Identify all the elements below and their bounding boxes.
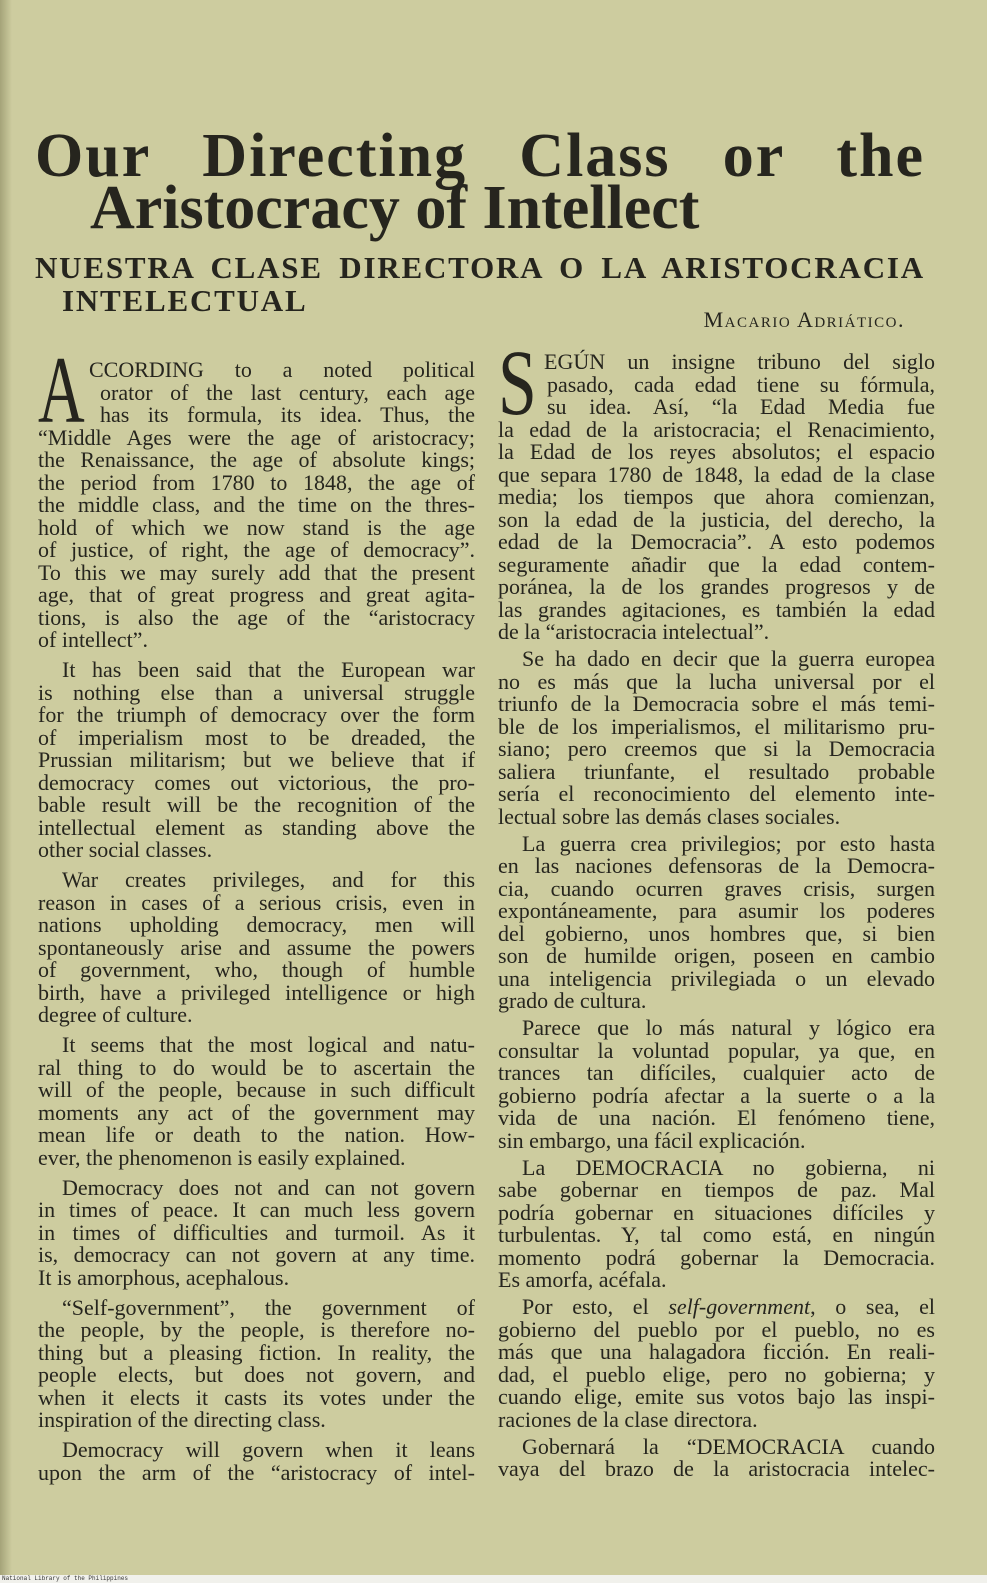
text-line: age, that of great progress and great agita- [38,582,475,607]
text-line: dad, el pueblo elige, pero no gobierna; y [498,1361,935,1387]
text-line: thing but a pleasing fiction. In reality, the [38,1339,475,1365]
text-line: de la “aristocracia intelectual”. [498,619,770,644]
text-line: seguramente añadir que la edad contem- [498,551,935,577]
text-line: “Middle Ages were the age of aristocracy; [38,424,475,450]
text-line: the Renaissance, the age of absolute kings; [38,447,475,472]
text-line: will of the people, because in such difficult [38,1077,475,1102]
text-line: “Self-government”, the government of [62,1294,475,1320]
text-line: ever, the phenomenon is easily explained. [38,1144,406,1170]
text-line: democracy comes out victorious, the pro- [38,769,475,795]
paragraph [498,1433,935,1481]
text-line: del gobierno, unos hombres que, si bien [498,920,935,946]
paragraph [38,1439,475,1484]
text-line: la Edad de los reyes absolutos; el espacio [498,439,935,464]
text-line: It is amorphous, acephalous. [38,1264,290,1290]
text-line: raciones de la clase directora. [498,1406,758,1432]
text-line: más que una halagadora ficción. En reali- [498,1339,935,1364]
paragraph [498,351,935,644]
text-line: of intellect”. [38,627,148,652]
text-line: for the triumph of democracy over the form [38,702,475,727]
text-line: spontaneously arise and assume the powers [38,934,475,960]
article-title-line-2: Aristocracy of Intellect [90,174,700,242]
text-line: la edad de la aristocracia; el Renacimiento, [498,416,935,442]
text-line: people elects, but does not govern, and [38,1362,475,1387]
text-line: son de humilde origen, poseen en cambio [498,943,935,968]
text-line: of imperialism most to be dreaded, the [38,724,475,750]
text-line: turbulentas. Y, tal como está, en ningún [498,1222,935,1247]
scan-edge-shadow [0,0,12,1575]
text-line: hold of which we now stand is the age [38,514,475,540]
text-line: sabe gobernar en tiempos de paz. Mal [498,1177,935,1202]
article-title-line-1: Our Directing Class or the [35,122,925,190]
text-line: Parece que lo más natural y lógico era [522,1015,935,1040]
text-line: CCORDING to a noted political [89,357,475,382]
text-line: other social classes. [38,837,213,862]
text-line: bable result will be the recognition of the [38,792,475,817]
text-line: upon the arm of the “aristocracy of intel- [38,1459,475,1485]
text-line: degree of culture. [38,1002,193,1027]
paragraph [498,1296,935,1431]
text-line: is, democracy can not govern at any time. [38,1242,475,1267]
text-line: inspiration of the directing class. [38,1407,326,1432]
text-line: nations upholding democracy, men will [38,912,475,937]
text-line: las grandes agitaciones, es también la edad [498,596,935,622]
text-line: is nothing else than a universal struggle [38,679,475,705]
text-line: La DEMOCRACIA no gobierna, ni [522,1154,935,1180]
text-line: podría gobernar en situaciones difíciles y [498,1199,935,1225]
text-line: when it elects it casts its votes under the [38,1384,475,1410]
drop-cap: S [498,332,537,435]
text-line: Es amorfa, acéfala. [498,1267,667,1292]
text-line: the people, by the people, is therefore no- [38,1317,475,1342]
text-line: EGÚN un insigne tribuno del siglo [544,349,935,374]
text-line: has its formula, its idea. Thus, the [100,402,475,427]
text-line: vaya del brazo de la aristocracia intelec- [498,1456,935,1481]
text-line: in times of difficulties and turmoil. As it [38,1219,475,1245]
text-segment: , o sea, el [810,1294,935,1319]
text-line: no es más que la lucha universal por el [498,668,935,694]
text-line: reason in cases of a serious crisis, even in [38,889,475,915]
text-line: It has been said that the European war [62,657,475,682]
text-line: son la edad de la justicia, del derecho, la [498,506,935,532]
paragraph [498,1154,935,1292]
text-line: intellectual element as standing above the [38,814,475,840]
text-line: consultar la voluntad popular, ya que, en [498,1037,935,1063]
paragraph [38,1174,475,1290]
paragraph [38,359,475,652]
paragraph [38,659,475,862]
text-line: cia, cuando ocurren graves crisis, surgen [498,875,935,901]
spanish-title-line-2: INTELECTUAL [62,283,308,318]
text-line: su idea. Así, “la Edad Media fue [547,394,935,419]
text-line: gobierno podría afectar a la suerte o a la [498,1082,935,1108]
text-line: cuando elige, emite sus votos bajo las inspi- [498,1384,935,1409]
author-byline: Macario Adriático. [703,307,905,332]
text-line: saliera triunfante, el resultado probable [498,758,935,784]
text-line [498,1296,935,1319]
text-segment: Por esto, el [522,1294,669,1319]
library-credit: National Library of the Philippines [0,1575,987,1583]
text-line: mean life or death to the nation. How- [38,1122,475,1147]
paragraph [498,648,935,828]
text-line: pasado, cada edad tiene su fórmula, [547,371,935,397]
text-line: La guerra crea privilegios; por esto hasta [522,830,935,856]
text-line: orator of the last century, each age [100,379,475,405]
text-line: lectual sobre las demás clases sociales. [498,803,841,829]
text-line: vida de una nación. El fenómeno tiene, [498,1105,935,1130]
text-line: the period from 1780 to 1848, the age of [38,469,475,495]
text-line: expontáneamente, para asumir los poderes [498,898,935,923]
spanish-column [498,332,935,1481]
text-line: Democracy does not and can not govern [62,1174,475,1200]
italic-term: self-government [668,1294,811,1319]
text-line: tions, is also the age of the “aristocracy [38,604,475,630]
text-line: siano; pero creemos que si la Democracia [498,736,935,761]
text-line: the middle class, and the time on the thres- [38,492,475,517]
paragraph [498,1017,935,1152]
text-line: of government, who, though of humble [38,957,475,982]
text-line: sin embargo, una fácil explicación. [498,1127,806,1153]
text-line: en las naciones defensoras de la Democra- [498,853,935,878]
paragraph [38,1294,475,1432]
paragraph [498,830,935,1013]
text-line: edad de la Democracia”. A esto podemos [498,529,935,554]
text-line: To this we may surely add that the present [38,559,475,585]
text-line: birth, have a privileged intelligence or high [38,979,475,1005]
text-line: War creates privileges, and for this [62,867,475,892]
text-line: Gobernará la “DEMOCRACIA cuando [522,1433,935,1459]
text-line: triunfo de la Democracia sobre el más temi- [498,691,935,716]
text-line: of justice, of right, the age of democracy”. [38,537,475,562]
text-line: que separa 1780 de 1848, la edad de la clase [498,461,935,487]
drop-cap: A [38,337,85,443]
text-line: Prussian militarism; but we believe that if [38,747,475,772]
text-line: trances tan difíciles, cualquier acto de [498,1060,935,1085]
text-line: media; los tiempos que ahora comienzan, [498,484,935,509]
text-line: Se ha dado en decir que la guerra europea [522,646,935,671]
text-line: una inteligencia privilegiada o un elevado [498,965,935,991]
text-line: poránea, la de los grandes progresos y de [498,574,935,599]
spanish-title-line-1: NUESTRA CLASE DIRECTORA O LA ARISTOCRACIA [35,250,925,285]
text-line: in times of peace. It can much less govern [38,1197,475,1222]
text-line: gobierno del pueblo por el pueblo, no es [498,1316,935,1342]
paragraph [38,869,475,1027]
text-line: It seems that the most logical and natu- [62,1032,475,1057]
text-line: grado de cultura. [498,988,647,1013]
text-line: ble de los imperialismos, el militarismo pru- [498,713,935,739]
text-line: moments any act of the government may [38,1099,475,1125]
text-line: Democracy will govern when it leans [62,1437,475,1462]
english-column [38,337,475,1485]
text-line: momento podrá gobernar la Democracia. [498,1244,935,1270]
text-line: sería el reconocimiento del elemento inte- [498,781,935,806]
paragraph [38,1034,475,1169]
text-line: ral thing to do would be to ascertain the [38,1054,475,1080]
